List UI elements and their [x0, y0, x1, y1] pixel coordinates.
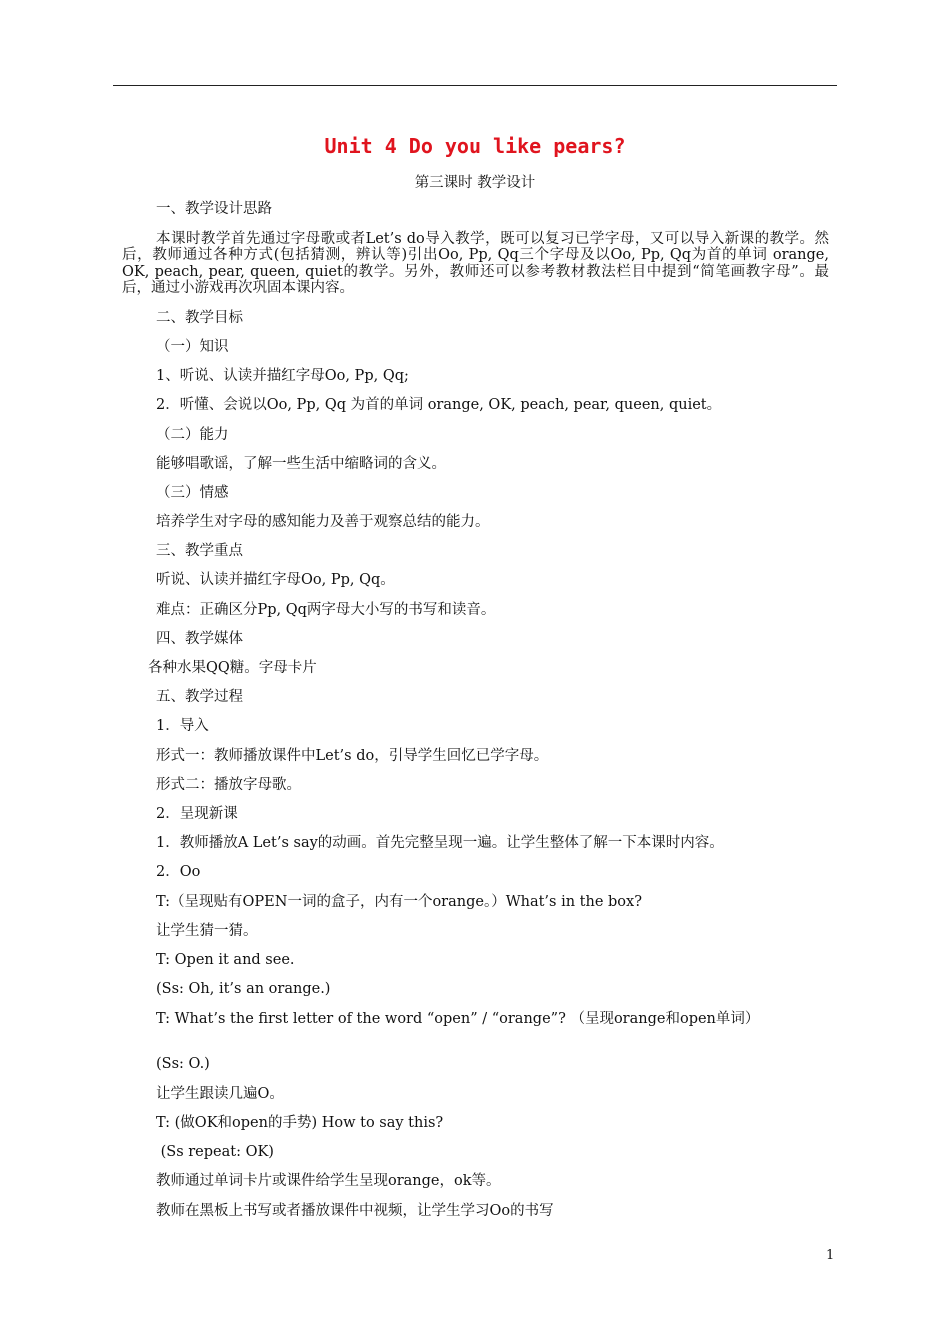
text-line: 形式二：播放字母歌。 — [156, 777, 301, 793]
text-line: 培养学生对字母的感知能力及善于观察总结的能力。 — [156, 514, 490, 530]
section-heading: 五、教学过程 — [156, 689, 243, 705]
text-line: 让学生跟读几遍O。 — [156, 1086, 284, 1102]
text-line: 各种水果QQ糖。字母卡片 — [148, 660, 317, 676]
section-heading: 三、教学重点 — [156, 543, 243, 559]
paragraph: 本课时教学首先通过字母歌或者Let’s do导入教学，既可以复习已学字母，又可以导入新课的教学。然后，教师通过各种方式(包括猜测，辨认等)引出Oo, Pp, Qq三个字母及以Oo, Pp, Qq为首的单词 orange, OK, peach, pear, queen, quiet的教学。另外，教师还可以参考教材教法栏目中提到“简笔画教字母”。最后，通过小游戏再次巩固本课内容。 — [122, 231, 829, 297]
document-title: Unit 4 Do you like pears? — [324, 134, 626, 158]
text-paragraph: T: What’s the first letter of the word “open” / “orange”? （呈现orange和open单词） — [156, 1011, 760, 1027]
page-number: 1 — [826, 1248, 835, 1263]
text-line: 1．导入 — [156, 718, 209, 734]
text-line: (Ss: O.) — [156, 1056, 210, 1072]
text-line: (Ss: Oh, it’s an orange.) — [156, 981, 331, 997]
text-line: T: (做OK和open的手势) How to say this? — [156, 1115, 444, 1131]
text-line: 能够唱歌谣，了解一些生活中缩略词的含义。 — [156, 456, 446, 472]
text-line: 2．呈现新课 — [156, 806, 238, 822]
subsection-heading: （三）情感 — [156, 485, 229, 501]
text-line: 教师在黑板上书写或者播放课件中视频，让学生学习Oo的书写 — [156, 1203, 554, 1219]
section-heading: 四、教学媒体 — [156, 631, 243, 647]
text-line: 难点：正确区分Pp, Qq两字母大小写的书写和读音。 — [156, 602, 496, 618]
header-rule — [113, 85, 837, 86]
text-line: (Ss repeat: OK) — [156, 1144, 274, 1160]
text-line: 1．教师播放A Let’s say的动画。首先完整呈现一遍。让学生整体了解一下本课时内容。 — [156, 835, 724, 851]
subsection-heading: （二）能力 — [156, 427, 229, 443]
section-heading: 二、教学目标 — [156, 310, 243, 326]
section-heading: 一、教学设计思路 — [156, 201, 272, 217]
text-line: 教师通过单词卡片或课件给学生呈现orange，ok等。 — [156, 1173, 501, 1189]
text-line: 形式一：教师播放课件中Let’s do，引导学生回忆已学字母。 — [156, 748, 549, 764]
text-line: T:（呈现贴有OPEN一词的盒子，内有一个orange。）What’s in the box? — [156, 894, 642, 910]
text-line: 听说、认读并描红字母Oo, Pp, Qq。 — [156, 572, 395, 588]
text-line: 2．听懂、会说以Oo, Pp, Qq 为首的单词 orange, OK, peach, pear, queen, quiet。 — [156, 397, 722, 413]
subsection-heading: （一）知识 — [156, 339, 229, 355]
text-line: 2．Oo — [156, 864, 201, 880]
text-line: 1、听说、认读并描红字母Oo, Pp, Qq; — [156, 368, 409, 384]
text-line: T: Open it and see. — [156, 952, 295, 968]
document-subtitle: 第三课时 教学设计 — [414, 175, 536, 191]
text-line: 让学生猜一猜。 — [156, 923, 258, 939]
